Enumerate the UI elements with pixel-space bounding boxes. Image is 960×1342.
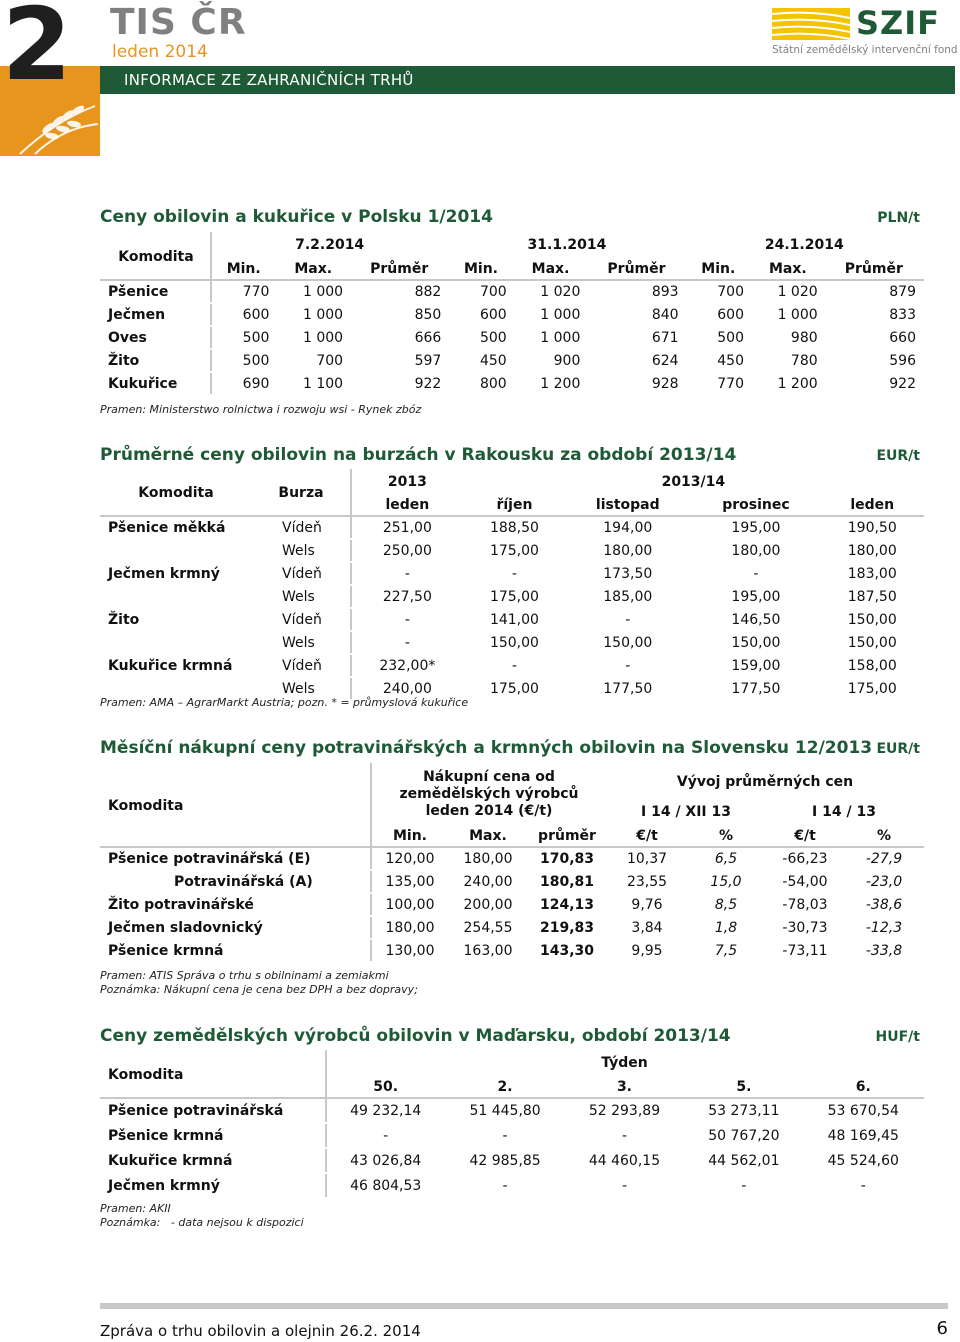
table-cell: 980 [751, 326, 825, 349]
table-cell: 3,84 [607, 916, 687, 939]
table-cell: 1 000 [514, 303, 588, 326]
fields-icon [772, 8, 850, 40]
burza-cell: Vídeň [251, 608, 351, 631]
col-komodita: Komodita [101, 233, 211, 280]
table-cell: 175,00 [464, 585, 565, 608]
table-cell: 770 [211, 280, 276, 303]
hungary-source: Pramen: AKII [100, 1202, 171, 1215]
table-cell: 120,00 [371, 847, 449, 870]
col-komodita: Komodita [101, 764, 371, 847]
szif-subtitle: Státní zemědělský intervenční fond [772, 44, 958, 56]
table-cell: 882 [350, 280, 448, 303]
table-cell: 170,83 [527, 847, 607, 870]
slovakia-body [101, 847, 923, 962]
table-cell: 1 020 [514, 280, 588, 303]
table-cell: 800 [448, 372, 513, 395]
table-cell: - [684, 1173, 803, 1198]
subcol-header: % [845, 824, 923, 847]
row-label: Žito potravinářské [101, 893, 371, 916]
table-cell: 893 [587, 280, 685, 303]
table-cell: - [351, 631, 464, 654]
table-cell: 232,00* [351, 654, 464, 677]
table-row [101, 847, 923, 870]
burza-cell: Vídeň [251, 654, 351, 677]
burza-cell: Wels [251, 585, 351, 608]
table-cell: -12,3 [845, 916, 923, 939]
footer-title: Zpráva o trhu obilovin a olejnin 26.2. 2014 [100, 1322, 421, 1340]
poland-unit: PLN/t [877, 210, 920, 226]
table-cell: 195,00 [690, 585, 821, 608]
table-cell: 922 [825, 372, 923, 395]
table-cell: 9,95 [607, 939, 687, 962]
section-banner [100, 66, 955, 94]
burza-cell: Wels [251, 539, 351, 562]
poland-title: Ceny obilovin a kukuřice v Polsku 1/2014 [100, 207, 493, 227]
slovakia-title: Měsíční nákupní ceny potravinářských a krmných obilovin na Slovensku 12/2013 [100, 738, 873, 758]
table-cell: 1,8 [687, 916, 765, 939]
table-cell: 150,00 [690, 631, 821, 654]
table-cell: 180,00 [690, 539, 821, 562]
slovakia-table [100, 763, 924, 963]
table-cell: 254,55 [449, 916, 527, 939]
issue-number: 2 [2, 0, 68, 103]
table-cell: 150,00 [565, 631, 690, 654]
table-cell: 1 100 [276, 372, 350, 395]
austria-title: Průměrné ceny obilovin na burzách v Rakousku za období 2013/14 [100, 445, 737, 465]
table-cell: 240,00 [449, 870, 527, 893]
col-burza: Burza [251, 470, 351, 516]
table-row [101, 1098, 923, 1123]
table-cell: 143,30 [527, 939, 607, 962]
table-cell: 6,5 [687, 847, 765, 870]
row-label: Žito [101, 608, 251, 631]
subcol-header: Min. [448, 257, 513, 280]
table-row [101, 303, 923, 326]
table-cell: - [565, 1123, 684, 1148]
date-header: 31.1.2014 [448, 233, 685, 257]
table-cell: 188,50 [464, 516, 565, 539]
table-cell: - [464, 562, 565, 585]
poland-source: Pramen: Ministerstwo rolnictwa i rozwoju wsi - Rynek zbóz [100, 403, 422, 416]
table-row [101, 1123, 923, 1148]
table-cell: 42 985,85 [445, 1148, 564, 1173]
subcol-header: průměr [527, 824, 607, 847]
week-number: 3. [565, 1075, 684, 1098]
table-cell: 150,00 [822, 608, 924, 631]
table-cell: 159,00 [690, 654, 821, 677]
week-number: 2. [445, 1075, 564, 1098]
table-cell: - [445, 1173, 564, 1198]
table-cell: - [464, 654, 565, 677]
table-cell: - [351, 608, 464, 631]
table-cell: 175,00 [822, 677, 924, 700]
table-cell: 596 [825, 349, 923, 372]
austria-source: Pramen: AMA – AgrarMarkt Austria; pozn. * = průmyslová kukuřice [100, 696, 469, 709]
table-cell: -30,73 [765, 916, 845, 939]
month-header: listopad [565, 493, 690, 516]
subcol-header: Min. [371, 824, 449, 847]
banner-text: INFORMACE ZE ZAHRANIČNÍCH TRHŮ [124, 71, 414, 89]
table-cell: 180,00 [371, 916, 449, 939]
subcol-header: Max. [449, 824, 527, 847]
table-row [101, 280, 923, 303]
week-header: Týden [326, 1051, 923, 1075]
slovakia-source: Pramen: ATIS Správa o trhu s obilninami a zemiakmi [100, 969, 389, 982]
table-cell: - [326, 1123, 445, 1148]
subcol-header: Max. [276, 257, 350, 280]
table-cell: 190,50 [822, 516, 924, 539]
table-cell: 10,37 [607, 847, 687, 870]
row-label: Potravinářská (A) [101, 870, 371, 893]
table-cell: 9,76 [607, 893, 687, 916]
row-label: Ječmen [101, 303, 211, 326]
table-cell: 1 000 [751, 303, 825, 326]
col-komodita: Komodita [101, 1051, 326, 1098]
table-cell: 175,00 [464, 539, 565, 562]
table-cell: 124,13 [527, 893, 607, 916]
table-cell: 600 [686, 303, 751, 326]
table-cell: - [690, 562, 821, 585]
table-row [101, 631, 923, 654]
table-row [101, 893, 923, 916]
brand-title: TIS ČR [110, 2, 247, 43]
table-cell: 177,50 [690, 677, 821, 700]
table-cell: 700 [448, 280, 513, 303]
row-label: Ječmen krmný [101, 562, 251, 585]
table-cell: 43 026,84 [326, 1148, 445, 1173]
poland-body [101, 280, 923, 395]
page-header [0, 0, 960, 160]
table-cell: -23,0 [845, 870, 923, 893]
table-row [101, 349, 923, 372]
page-number: 6 [936, 1318, 948, 1339]
table-cell: 600 [448, 303, 513, 326]
hungary-body [101, 1098, 923, 1198]
table-cell: 180,00 [822, 539, 924, 562]
table-row [101, 916, 923, 939]
subcol-header: Max. [751, 257, 825, 280]
trend-header: Vývoj průměrných cen [607, 764, 923, 800]
table-cell: 250,00 [351, 539, 464, 562]
table-cell: 100,00 [371, 893, 449, 916]
col-komodita: Komodita [101, 470, 251, 516]
table-cell: 1 200 [514, 372, 588, 395]
table-cell: 600 [211, 303, 276, 326]
issue-date: leden 2014 [112, 42, 208, 62]
row-label: Pšenice krmná [101, 1123, 326, 1148]
footer-divider [100, 1303, 948, 1309]
hungary-table [100, 1050, 924, 1199]
subcol-header: €/t [765, 824, 845, 847]
hungary-unit: HUF/t [875, 1029, 920, 1045]
table-cell: 146,50 [690, 608, 821, 631]
subcol-header: % [687, 824, 765, 847]
table-cell: 194,00 [565, 516, 690, 539]
table-cell: -54,00 [765, 870, 845, 893]
table-cell: 44 562,01 [684, 1148, 803, 1173]
table-cell: 45 524,60 [804, 1148, 923, 1173]
szif-logo [772, 4, 958, 56]
table-cell: 780 [751, 349, 825, 372]
table-cell: -38,6 [845, 893, 923, 916]
table-row [101, 585, 923, 608]
table-cell: 53 670,54 [804, 1098, 923, 1123]
table-cell: 597 [350, 349, 448, 372]
table-cell: 158,00 [822, 654, 924, 677]
table-row [101, 608, 923, 631]
table-cell: 183,00 [822, 562, 924, 585]
burza-cell: Vídeň [251, 562, 351, 585]
table-cell: -78,03 [765, 893, 845, 916]
subcol-header: Min. [211, 257, 276, 280]
row-label: Pšenice krmná [101, 939, 371, 962]
table-cell: 700 [276, 349, 350, 372]
table-cell: 15,0 [687, 870, 765, 893]
table-cell: 180,00 [449, 847, 527, 870]
hungary-note-row [100, 1216, 304, 1230]
table-row [101, 654, 923, 677]
note-text: - data nejsou k dispozici [170, 1216, 304, 1229]
slovakia-note: Poznámka: Nákupní cena je cena bez DPH a bez dopravy; [100, 983, 418, 996]
table-cell: 660 [825, 326, 923, 349]
month-header: prosinec [690, 493, 821, 516]
table-cell: - [565, 608, 690, 631]
table-cell: 450 [448, 349, 513, 372]
row-label: Kukuřice krmná [101, 1148, 326, 1173]
table-cell: 195,00 [690, 516, 821, 539]
row-label [101, 631, 251, 654]
table-cell: 624 [587, 349, 685, 372]
table-cell: - [565, 1173, 684, 1198]
table-cell: 1 000 [276, 280, 350, 303]
burza-cell: Vídeň [251, 516, 351, 539]
row-label: Pšenice měkká [101, 516, 251, 539]
slovakia-unit: EUR/t [876, 741, 920, 757]
table-cell: 130,00 [371, 939, 449, 962]
table-cell: 922 [350, 372, 448, 395]
table-cell: -33,8 [845, 939, 923, 962]
burza-cell: Wels [251, 631, 351, 654]
table-cell: 23,55 [607, 870, 687, 893]
austria-unit: EUR/t [876, 448, 920, 464]
subcol-header: Průměr [825, 257, 923, 280]
table-cell: 900 [514, 349, 588, 372]
austria-table [100, 469, 924, 701]
row-label: Pšenice potravinářská (E) [101, 847, 371, 870]
month-header: říjen [464, 493, 565, 516]
table-cell: - [565, 654, 690, 677]
table-cell: 1 000 [276, 303, 350, 326]
table-cell: - [351, 562, 464, 585]
table-cell: 51 445,80 [445, 1098, 564, 1123]
table-cell: 1 020 [751, 280, 825, 303]
table-cell: 879 [825, 280, 923, 303]
table-row [101, 539, 923, 562]
table-cell: 500 [211, 349, 276, 372]
table-cell: 227,50 [351, 585, 464, 608]
period-header: I 14 / 13 [765, 800, 923, 824]
week-number: 6. [804, 1075, 923, 1098]
subcol-header: Min. [686, 257, 751, 280]
subcol-header: €/t [607, 824, 687, 847]
table-cell: - [445, 1123, 564, 1148]
table-row [101, 372, 923, 395]
table-cell: 46 804,53 [326, 1173, 445, 1198]
table-cell: 141,00 [464, 608, 565, 631]
table-cell: 690 [211, 372, 276, 395]
date-header: 7.2.2014 [211, 233, 448, 257]
poland-table [100, 232, 924, 396]
table-cell: 48 169,45 [804, 1123, 923, 1148]
table-cell: 8,5 [687, 893, 765, 916]
table-cell: 200,00 [449, 893, 527, 916]
row-label [101, 539, 251, 562]
table-cell: 53 273,11 [684, 1098, 803, 1123]
table-cell: 180,00 [565, 539, 690, 562]
burza-cell: Wels [251, 677, 351, 700]
table-cell: 850 [350, 303, 448, 326]
table-cell: 1 000 [514, 326, 588, 349]
table-cell: 175,00 [464, 677, 565, 700]
table-cell: 840 [587, 303, 685, 326]
row-label: Žito [101, 349, 211, 372]
austria-body [101, 516, 923, 700]
table-cell: 150,00 [464, 631, 565, 654]
price-header: Nákupní cena od zemědělských výrobců leden 2014 (€/t) [371, 764, 607, 824]
table-cell: 50 767,20 [684, 1123, 803, 1148]
table-cell: 251,00 [351, 516, 464, 539]
table-cell: 1 000 [276, 326, 350, 349]
row-label: Oves [101, 326, 211, 349]
row-label [101, 585, 251, 608]
subcol-header: Průměr [350, 257, 448, 280]
table-cell: 52 293,89 [565, 1098, 684, 1123]
year-header: 2013/14 [464, 470, 923, 493]
table-cell: 177,50 [565, 677, 690, 700]
note-label: Poznámka: [100, 1216, 161, 1229]
row-label: Kukuřice [101, 372, 211, 395]
table-cell: 671 [587, 326, 685, 349]
subcol-header: Průměr [587, 257, 685, 280]
table-cell: 185,00 [565, 585, 690, 608]
date-header: 24.1.2014 [686, 233, 923, 257]
table-cell: 180,81 [527, 870, 607, 893]
szif-wordmark: SZIF [856, 4, 941, 42]
month-header: leden [822, 493, 924, 516]
table-cell: 240,00 [351, 677, 464, 700]
table-cell: - [804, 1173, 923, 1198]
row-label: Ječmen sladovnický [101, 916, 371, 939]
table-cell: 450 [686, 349, 751, 372]
table-cell: 666 [350, 326, 448, 349]
table-row [101, 326, 923, 349]
table-cell: 833 [825, 303, 923, 326]
table-row [101, 1148, 923, 1173]
week-number: 50. [326, 1075, 445, 1098]
year-header: 2013 [351, 470, 464, 493]
table-cell: -73,11 [765, 939, 845, 962]
table-cell: -66,23 [765, 847, 845, 870]
row-label: Ječmen krmný [101, 1173, 326, 1198]
row-label: Pšenice [101, 280, 211, 303]
table-row [101, 939, 923, 962]
table-cell: 173,50 [565, 562, 690, 585]
poland-subheader [101, 257, 923, 280]
table-cell: 44 460,15 [565, 1148, 684, 1173]
table-row [101, 870, 923, 893]
table-cell: 219,83 [527, 916, 607, 939]
table-cell: 770 [686, 372, 751, 395]
table-cell: 928 [587, 372, 685, 395]
table-row [101, 516, 923, 539]
period-header: I 14 / XII 13 [607, 800, 765, 824]
row-label: Pšenice potravinářská [101, 1098, 326, 1123]
row-label: Kukuřice krmná [101, 654, 251, 677]
table-cell: -27,9 [845, 847, 923, 870]
table-cell: 163,00 [449, 939, 527, 962]
hungary-title: Ceny zemědělských výrobců obilovin v Maďarsku, období 2013/14 [100, 1026, 731, 1046]
table-cell: 49 232,14 [326, 1098, 445, 1123]
table-cell: 500 [211, 326, 276, 349]
table-cell: 1 200 [751, 372, 825, 395]
subcol-header: Max. [514, 257, 588, 280]
table-cell: 500 [686, 326, 751, 349]
week-number: 5. [684, 1075, 803, 1098]
table-row [101, 1173, 923, 1198]
table-cell: 700 [686, 280, 751, 303]
table-cell: 150,00 [822, 631, 924, 654]
table-cell: 7,5 [687, 939, 765, 962]
table-row [101, 562, 923, 585]
month-header: leden [351, 493, 464, 516]
table-cell: 135,00 [371, 870, 449, 893]
table-cell: 187,50 [822, 585, 924, 608]
table-cell: 500 [448, 326, 513, 349]
